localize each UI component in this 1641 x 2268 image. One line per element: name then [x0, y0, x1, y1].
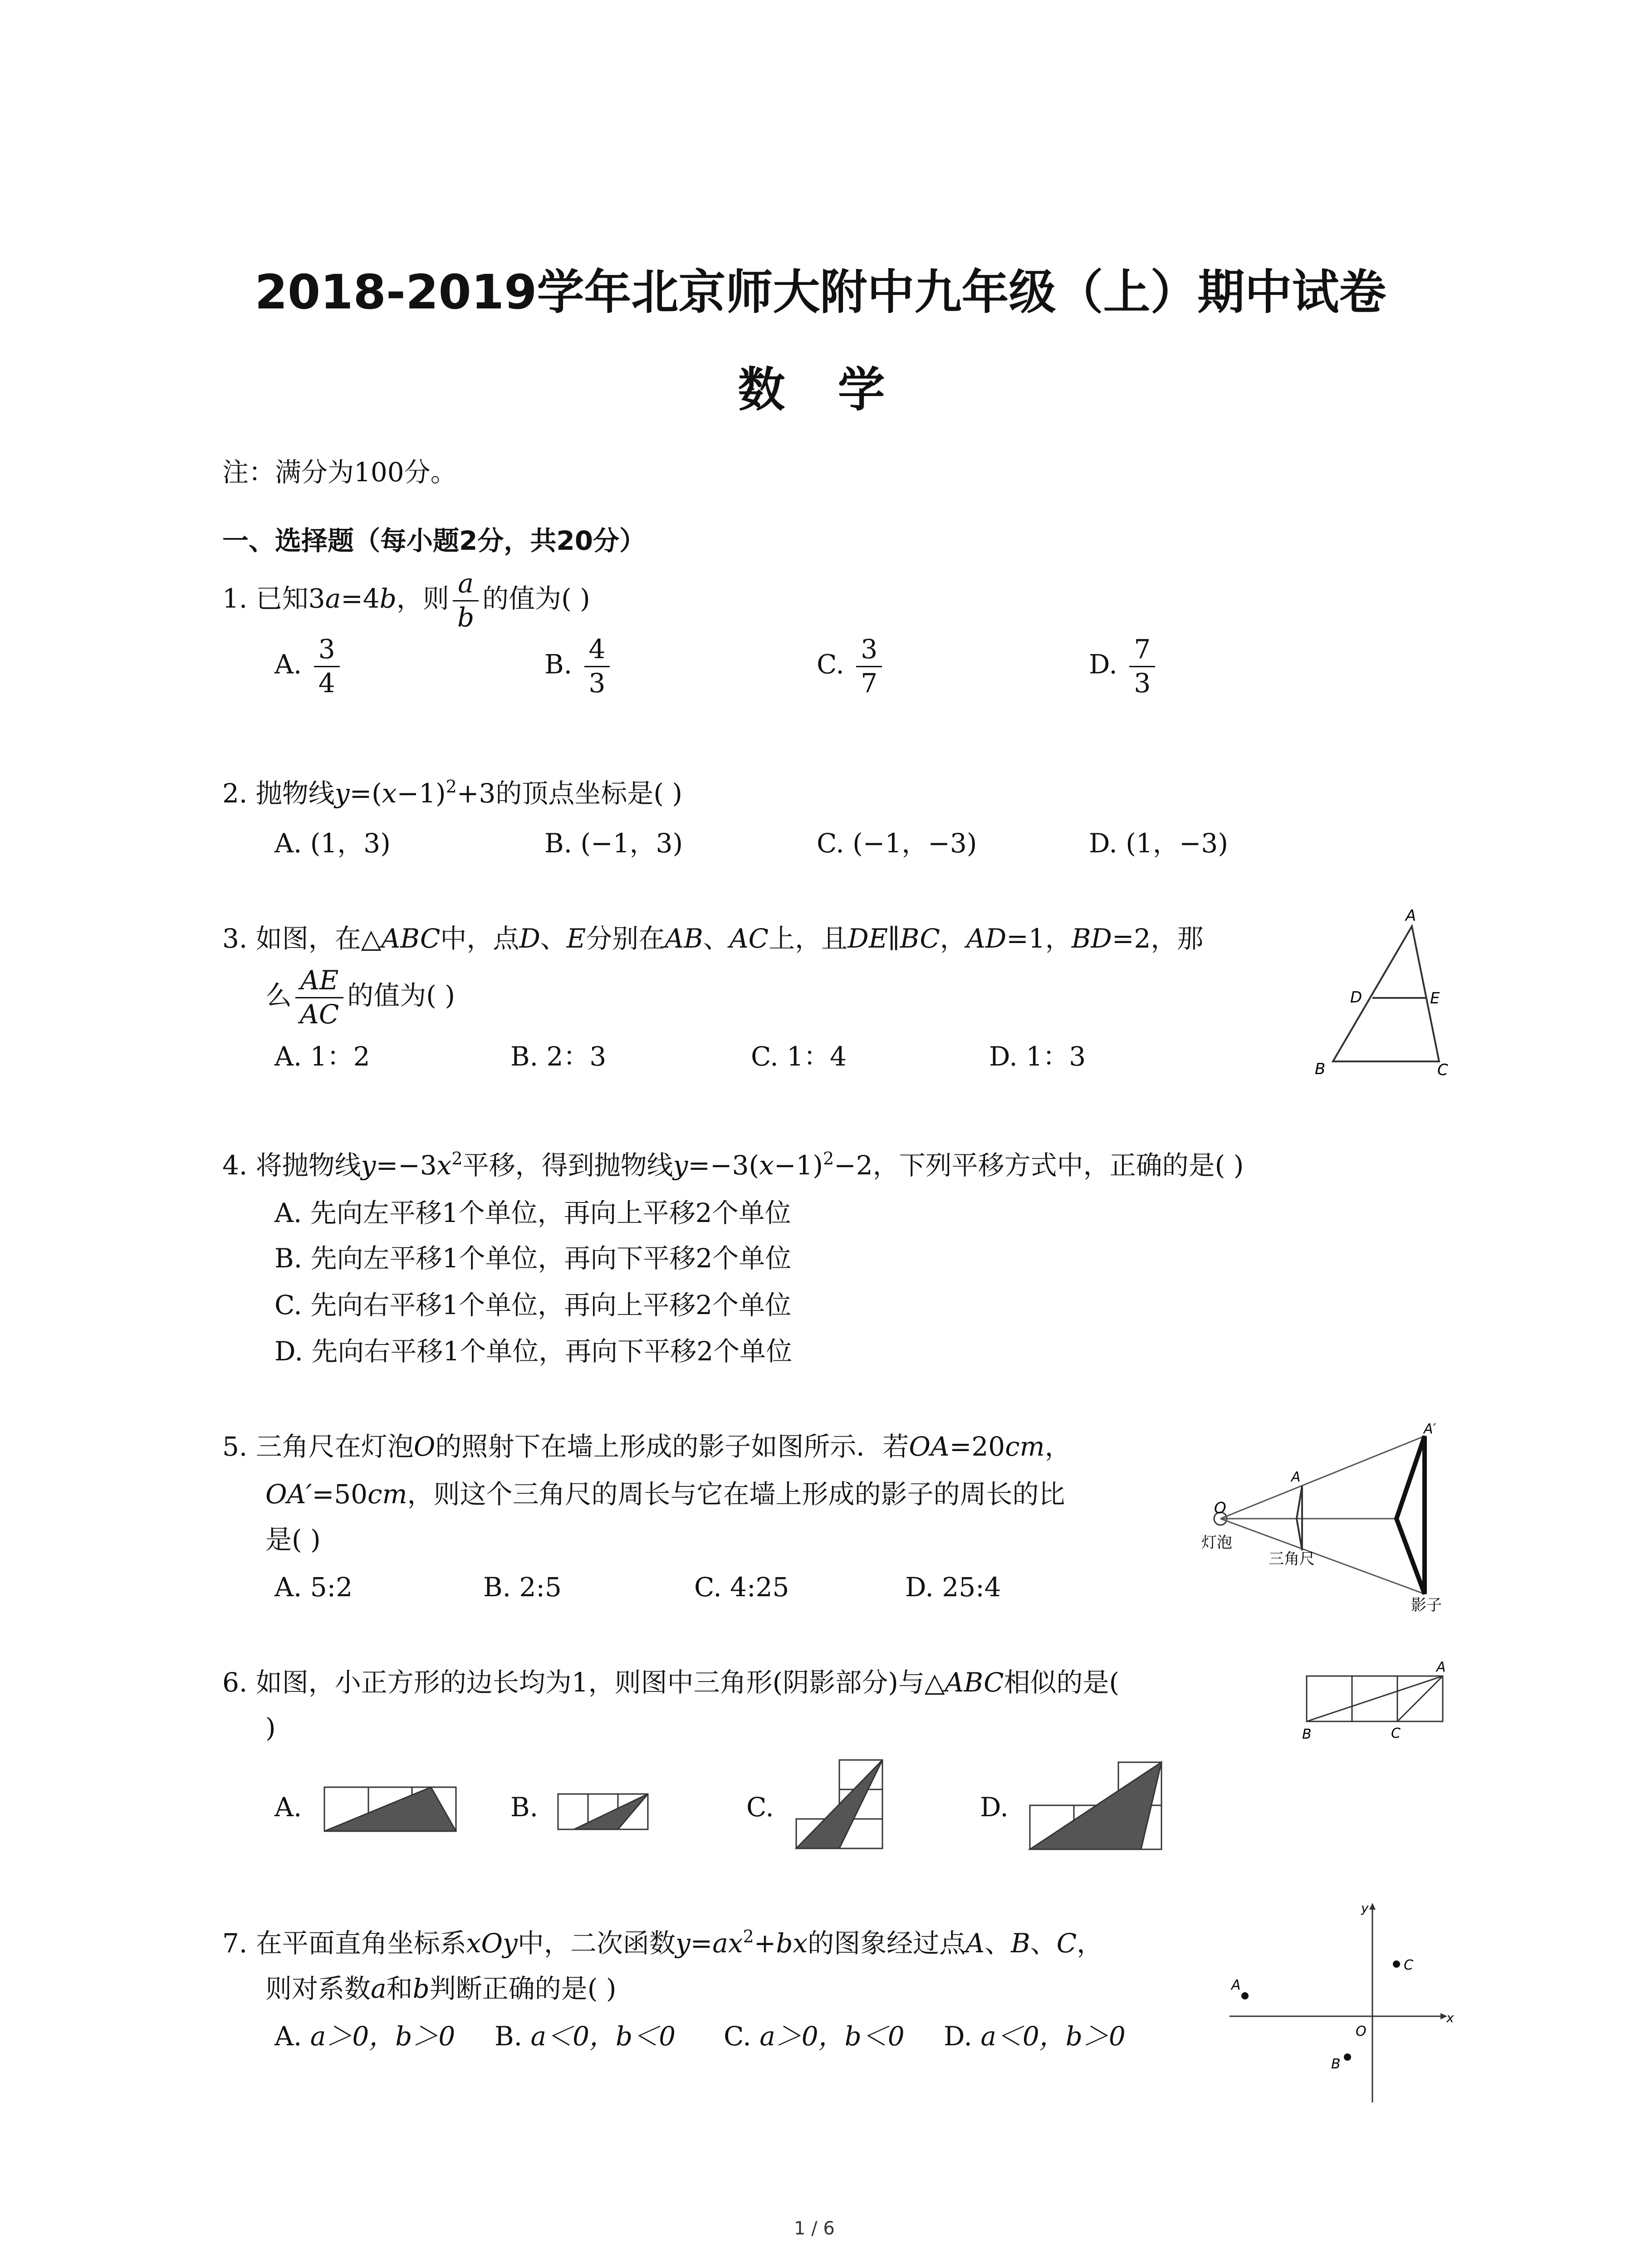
label-c: C: [1404, 1957, 1413, 1973]
q6-option-c-figure[interactable]: [794, 1758, 885, 1853]
q3-triangle-figure: [1307, 907, 1470, 1089]
q7-coordinate-figure: [1225, 1901, 1461, 2109]
label-c: C: [1391, 1725, 1401, 1741]
fraction-ae-over-ac: $\frac{AE}{AC}$: [295, 966, 343, 1029]
q6-option-b[interactable]: B.: [510, 1792, 539, 1823]
page-number: 1 / 6: [794, 2218, 835, 2239]
q3-option-d[interactable]: D. 1：3: [989, 1041, 1086, 1072]
q5-option-b[interactable]: B. 2:5: [483, 1572, 562, 1603]
question-5-line2: OA′=50cm，则这个三角尺的周长与它在墙上形成的影子的周长的比: [265, 1479, 1065, 1510]
label-x: x: [1446, 2010, 1454, 2025]
question-6-line2: ): [265, 1712, 276, 1743]
q5-option-d[interactable]: D. 25:4: [905, 1572, 1001, 1603]
question-7: 7. 在平面直角坐标系xOy中，二次函数$y=ax^2+bx$的图象经过点A、B、C，: [222, 1926, 1103, 1959]
label-b: B: [1302, 1726, 1312, 1742]
q7-option-d[interactable]: D. a＜0，b＞0: [944, 2021, 1126, 2052]
label-b: B: [1315, 1060, 1326, 1078]
q5-option-a[interactable]: A. 5:2: [274, 1572, 353, 1603]
label-c: C: [1437, 1061, 1448, 1079]
label-y: y: [1361, 1901, 1369, 1916]
q2-option-c[interactable]: C. (−1，−3): [817, 828, 977, 859]
label-a: A: [1231, 1977, 1241, 1993]
q6-option-d-figure[interactable]: [1028, 1760, 1164, 1853]
label-o: O: [1356, 2024, 1367, 2039]
label-bulb: 灯泡: [1201, 1534, 1232, 1552]
q7-option-b[interactable]: B. a＜0，b＜0: [495, 2021, 676, 2052]
question-3-line2: 么 $\frac{AE}{AC}$ 的值为( ): [265, 965, 455, 1030]
q4-option-a[interactable]: A. 先向左平移1个单位，再向上平移2个单位: [274, 1198, 791, 1228]
label-shadow: 影子: [1411, 1596, 1442, 1614]
fraction-a-over-b: $\frac{a}{b}$: [453, 569, 479, 632]
question-6: 6. 如图，小正方形的边长均为1，则图中三角形(阴影部分)与△ABC相似的是(: [222, 1667, 1120, 1698]
shadow-triangle: [1396, 1436, 1425, 1594]
triangle-abc: [1307, 1676, 1443, 1721]
q5-shadow-figure: [1189, 1420, 1470, 1615]
point-b: [1344, 2053, 1351, 2061]
label-a-prime: A′: [1424, 1421, 1436, 1437]
note-text: 注：满分为100分。: [222, 457, 457, 488]
q5-option-c[interactable]: C. 4:25: [694, 1572, 789, 1603]
label-a: A: [1436, 1659, 1446, 1675]
q3-option-c[interactable]: C. 1：4: [751, 1041, 847, 1072]
exam-title: 2018-2019学年北京师大附中九年级（上）期中试卷: [255, 264, 1386, 320]
q1-option-d[interactable]: D. $\frac{7}{3}$: [1089, 635, 1159, 698]
q7-option-a[interactable]: A. a＞0，b＞0: [274, 2021, 456, 2052]
label-ruler: 三角尺: [1269, 1550, 1315, 1568]
question-2: 2. 抛物线$y=(x-1)^2+3$的顶点坐标是( ): [222, 777, 683, 809]
question-4: 4. 将抛物线$y=-3x^2$平移，得到抛物线$y=-3(x-1)^2-2$，下列平移方式中，正确的是( ): [222, 1149, 1244, 1181]
q2-option-d[interactable]: D. (1，−3): [1089, 828, 1228, 859]
q6-option-a-figure[interactable]: [322, 1785, 458, 1835]
label-e: E: [1430, 989, 1440, 1007]
label-a: A: [1406, 907, 1416, 925]
label-o: O: [1214, 1499, 1226, 1517]
label-d: D: [1350, 988, 1362, 1007]
q2-option-a[interactable]: A. (1，3): [274, 828, 391, 859]
q4-option-d[interactable]: D. 先向右平移1个单位，再向下平移2个单位: [274, 1336, 793, 1367]
subject-title: 数 学: [738, 362, 903, 417]
q2-option-b[interactable]: B. (−1，3): [544, 828, 683, 859]
q3-option-a[interactable]: A. 1：2: [274, 1041, 370, 1072]
q4-option-b[interactable]: B. 先向左平移1个单位，再向下平移2个单位: [274, 1243, 792, 1274]
q6-option-b-figure[interactable]: [556, 1792, 651, 1833]
label-a: A: [1291, 1469, 1301, 1485]
q6-option-d[interactable]: D.: [980, 1792, 1009, 1823]
question-1: 1. 已知3a=4b，则 $\frac{a}{b}$ 的值为( ): [222, 568, 590, 633]
label-b: B: [1331, 2056, 1341, 2072]
triangle-abc: [1333, 926, 1439, 1061]
question-3: 3. 如图，在△ABC中，点D、E分别在AB、AC上，且DE∥BC，AD=1，BD=2，那: [222, 923, 1204, 954]
q1-option-c[interactable]: C. $\frac{3}{7}$: [817, 635, 886, 698]
q1-option-b[interactable]: B. $\frac{4}{3}$: [544, 635, 613, 698]
q3-option-b[interactable]: B. 2：3: [510, 1041, 607, 1072]
q6-grid-figure: [1302, 1658, 1452, 1753]
point-c: [1393, 1960, 1400, 1968]
q6-option-c[interactable]: C.: [746, 1792, 774, 1823]
q4-option-c[interactable]: C. 先向右平移1个单位，再向上平移2个单位: [274, 1290, 791, 1320]
question-5-line3: 是( ): [265, 1524, 321, 1555]
q1-option-a[interactable]: A. $\frac{3}{4}$: [274, 635, 343, 698]
question-7-line2: 则对系数a和b判断正确的是( ): [265, 1973, 617, 2004]
q7-option-c[interactable]: C. a＞0，b＜0: [724, 2021, 905, 2052]
question-5: 5. 三角尺在灯泡O的照射下在墙上形成的影子如图所示．若OA=20cm，: [222, 1431, 1071, 1462]
q6-option-a[interactable]: A.: [274, 1792, 302, 1823]
point-a: [1241, 1992, 1249, 1999]
section-heading: 一、选择题（每小题2分，共20分）: [222, 525, 646, 556]
